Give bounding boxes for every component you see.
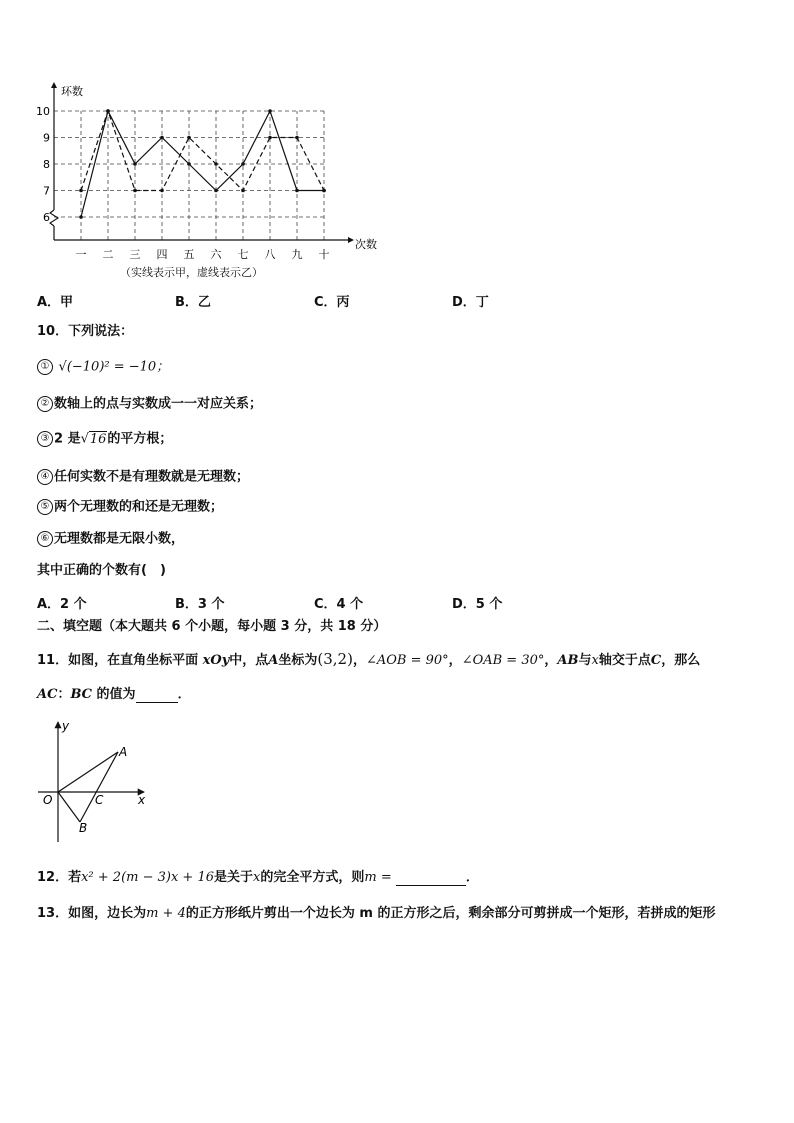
q11-text: 轴交于点 (598, 653, 651, 668)
q11-text: ， (448, 653, 462, 668)
q10-title: 10．下列说法： (37, 324, 134, 339)
q12-text: ． (465, 870, 479, 885)
x-tick-label: 九 (291, 248, 303, 261)
axis-x: x (591, 653, 599, 668)
series-point (160, 136, 164, 140)
sqrt-sign: √ (80, 431, 89, 447)
x-tick-label: 十 (318, 248, 330, 261)
y-tick-label: 7 (43, 184, 50, 198)
q11-text: ． (177, 687, 191, 702)
y-axis-arrow (51, 82, 57, 88)
q10-question: 其中正确的个数有( ) (37, 563, 166, 578)
q9-option-b: B．乙 (175, 295, 211, 310)
q11-text: ，那么 (661, 653, 701, 668)
series-point (79, 215, 83, 219)
x-tick-label: 二 (102, 248, 114, 261)
q10-option-d: D．5 个 (452, 597, 503, 612)
y-tick-label: 9 (43, 131, 50, 145)
q13-text: 13．如图，边长为 (37, 906, 147, 921)
label-x: x (138, 793, 146, 807)
point-a: A (268, 653, 279, 668)
item-text-post: 的平方根； (107, 431, 173, 447)
item-number: ② (37, 396, 53, 412)
item-number: ⑥ (37, 531, 53, 547)
segment-bc: BC (70, 687, 93, 702)
x-tick-label: 七 (237, 248, 249, 261)
q11-text: ， (352, 653, 366, 668)
label-c: C (95, 793, 104, 807)
q12-text: 12．若 (37, 870, 82, 885)
series-point (241, 162, 245, 166)
q10-item-3 (37, 431, 172, 448)
series-point (133, 189, 137, 193)
q9-option-a: A．甲 (37, 295, 74, 310)
q11-text: 11．如图，在直角坐标平面 (37, 653, 199, 668)
variable-x: x (253, 870, 261, 885)
x-tick-label: 一 (75, 248, 87, 261)
q10-option-b: B．3 个 (175, 597, 225, 612)
q10-item-5 (37, 499, 223, 516)
q10-item-4 (37, 469, 249, 486)
point-c: C (650, 653, 662, 668)
radicand: 16 (89, 431, 107, 447)
item-number: ④ (37, 469, 53, 485)
sqrt-expression: √(−10)² = −10； (58, 359, 170, 375)
q10-option-a: A．2 个 (37, 597, 87, 612)
x-tick-label: 三 (129, 248, 141, 261)
q10-item-2 (37, 396, 262, 413)
series-point (295, 136, 299, 140)
item-number: ⑤ (37, 499, 53, 515)
q12-text: 是关于 (214, 870, 254, 885)
q12-line (37, 870, 479, 886)
q11-line-2 (37, 687, 191, 703)
series-point (214, 189, 218, 193)
q9-option-d: D．丁 (452, 295, 489, 310)
q11-text: 中，点 (229, 653, 269, 668)
x-axis-arrow (348, 237, 354, 243)
segment-ob (58, 792, 80, 822)
q13-text: 的正方形纸片剪出一个边长为 m 的正方形之后，剩余部分可剪拼成一个矩形，若拼成的矩形 (185, 906, 716, 921)
item-text: 无理数都是无限小数， (54, 531, 185, 547)
q11-coordinate-figure (34, 718, 164, 846)
y-tick-label: 8 (43, 158, 50, 171)
series-point (187, 162, 191, 166)
series-point (187, 136, 191, 140)
chart-grid (54, 111, 324, 240)
q9-option-c: C．丙 (314, 295, 350, 310)
segment-ab (80, 752, 118, 822)
y-tick-label: 6 (43, 211, 50, 224)
item-text: 数轴上的点与实数成一一对应关系； (54, 396, 263, 412)
series-point (160, 189, 164, 193)
angle-aob: ∠AOB = 90° (365, 653, 449, 668)
label-o: O (43, 793, 53, 807)
q13-line (37, 906, 715, 922)
series-point (295, 189, 299, 193)
chart-axes (50, 82, 354, 243)
section-heading: 二、填空题（本大题共 6 个小题，每小题 3 分，共 18 分） (37, 619, 387, 634)
item-text-pre: 2 是 (54, 431, 81, 447)
polynomial: x² + 2(m − 3)x + 16 (81, 870, 214, 885)
x-tick-label: 八 (264, 248, 276, 261)
item-number: ① (37, 359, 53, 375)
series-point (241, 189, 245, 193)
score-line-chart (30, 80, 390, 285)
label-a: A (119, 745, 128, 759)
equals-sign: = (376, 870, 396, 885)
item-text: 两个无理数的和还是无理数； (54, 499, 224, 515)
series-point (79, 189, 83, 193)
label-y: y (62, 719, 70, 733)
q10-item-6 (37, 531, 184, 548)
q11-text: ： (57, 687, 71, 702)
q10-item-1 (37, 359, 169, 376)
plane-name: xOy (202, 653, 230, 668)
x-tick-label: 六 (210, 248, 222, 261)
answer-blank (136, 688, 178, 703)
series-point (133, 162, 137, 166)
series-point (268, 109, 272, 113)
side-length-expr: m + 4 (146, 906, 186, 921)
q11-line-1 (37, 651, 700, 669)
chart-caption: （实线表示甲，虚线表示乙） (120, 266, 263, 279)
q11-text: 坐标为 (278, 653, 318, 668)
q10-option-c: C．4 个 (314, 597, 364, 612)
segment-oa (58, 752, 118, 792)
series-point (268, 136, 272, 140)
q12-text: 的完全平方式，则 (260, 870, 365, 885)
series-point (214, 162, 218, 166)
q11-text: ， (544, 653, 558, 668)
x-axis-label: 次数 (355, 238, 377, 251)
series-line-dashed (81, 111, 324, 191)
x-tick-label: 四 (156, 248, 168, 261)
segment-ab: AB (557, 653, 579, 668)
series-point (106, 109, 110, 113)
segment-ac: AC (37, 687, 58, 702)
q11-text: 的值为 (92, 687, 136, 702)
label-b: B (79, 821, 88, 835)
axis-break-icon (50, 210, 58, 226)
y-axis-label: 环数 (61, 85, 83, 98)
item-number: ③ (37, 431, 53, 447)
angle-oab: ∠OAB = 30° (461, 653, 545, 668)
series-point (322, 189, 326, 193)
answer-blank (396, 871, 466, 886)
q11-text: 与 (578, 653, 592, 668)
x-tick-label: 五 (183, 248, 195, 261)
variable-m: m (364, 870, 377, 885)
point-a-coord: (3,2) (317, 650, 353, 668)
y-tick-label: 10 (36, 105, 50, 118)
item-text: 任何实数不是有理数就是无理数； (54, 469, 250, 485)
